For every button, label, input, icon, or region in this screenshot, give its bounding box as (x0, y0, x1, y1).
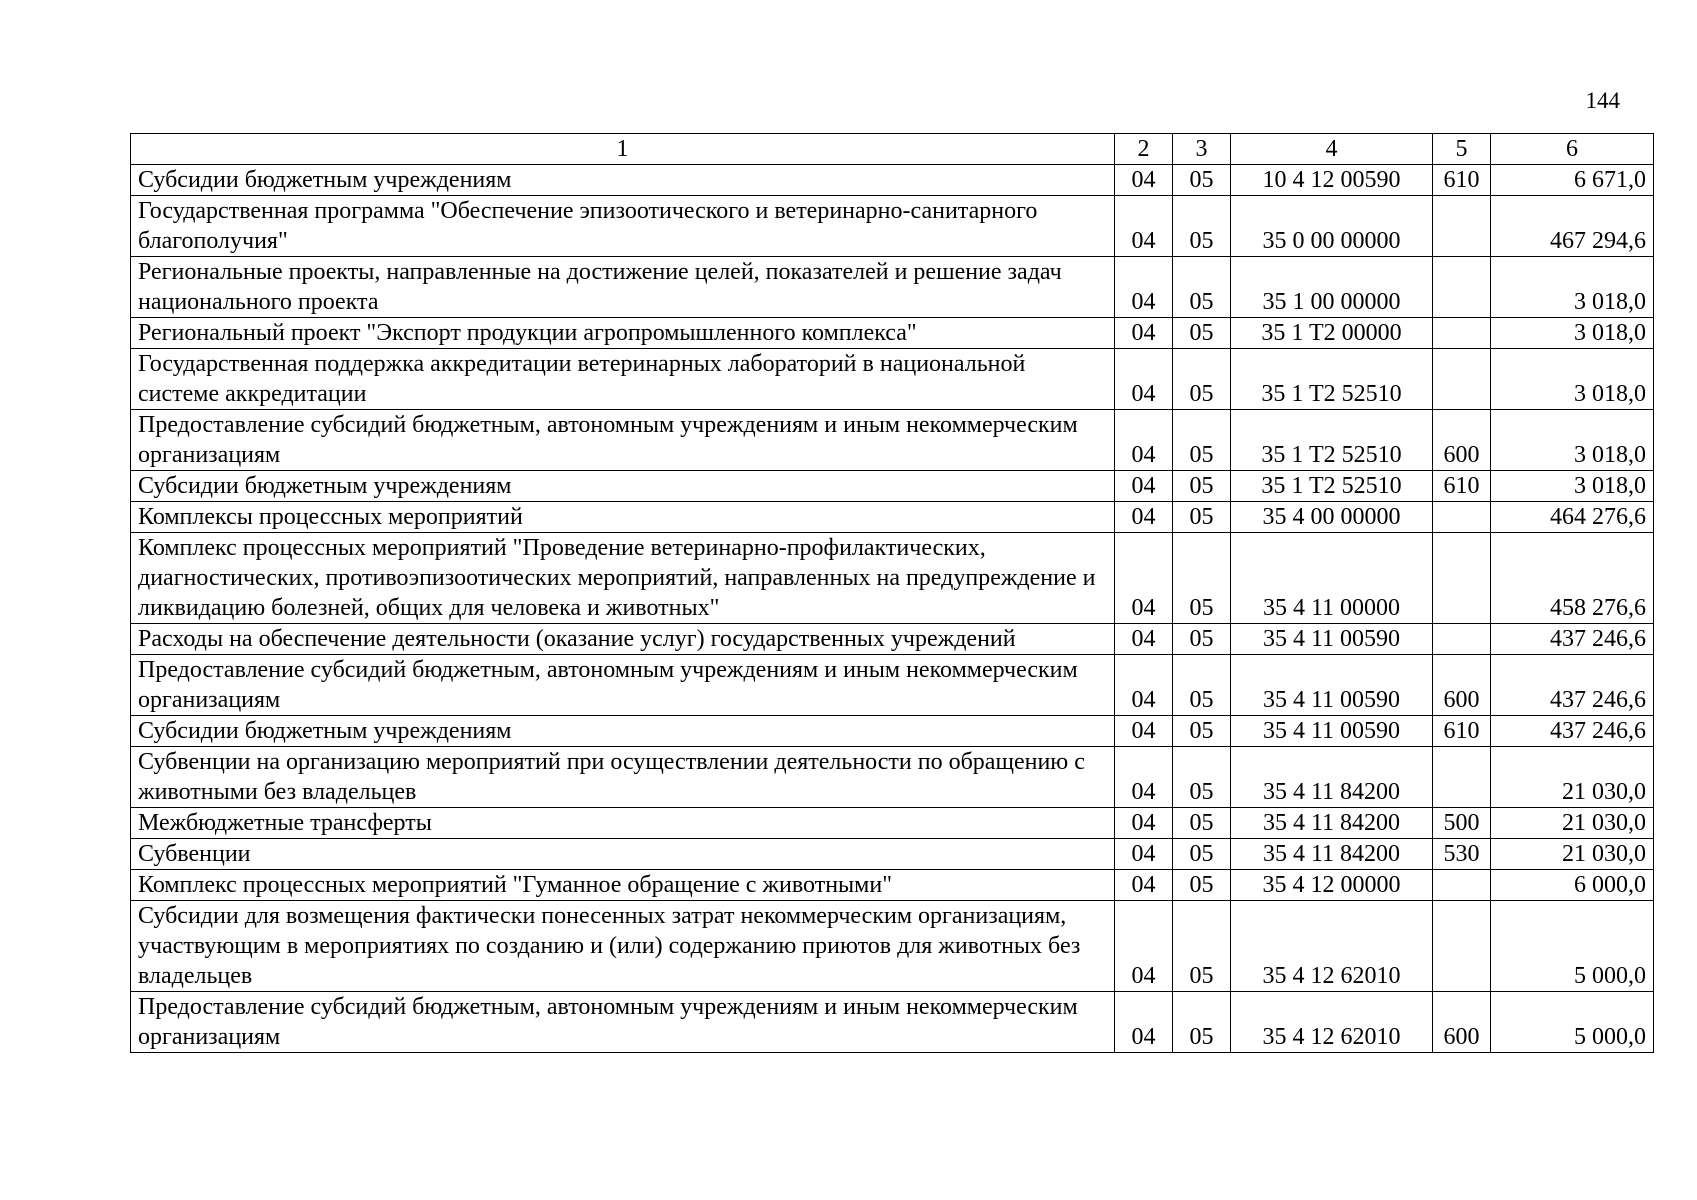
section-code-cell: 04 (1115, 165, 1173, 196)
amount-cell: 458 276,6 (1491, 533, 1654, 624)
expense-name-cell: Субсидии бюджетным учреждениям (131, 716, 1115, 747)
target-article-cell: 35 4 11 00590 (1231, 716, 1433, 747)
amount-cell: 3 018,0 (1491, 471, 1654, 502)
table-row (131, 533, 1654, 624)
expense-type-cell (1433, 533, 1491, 624)
target-article-cell: 35 4 12 62010 (1231, 992, 1433, 1053)
subsection-code-cell: 05 (1173, 349, 1231, 410)
amount-cell: 3 018,0 (1491, 349, 1654, 410)
section-code-cell: 04 (1115, 624, 1173, 655)
section-code-cell: 04 (1115, 533, 1173, 624)
expense-name-cell: Расходы на обеспечение деятельности (оказание услуг) государственных учреждений (131, 624, 1115, 655)
table-row (131, 655, 1654, 716)
subsection-code-cell: 05 (1173, 502, 1231, 533)
section-code-cell: 04 (1115, 655, 1173, 716)
target-article-cell: 35 1 T2 00000 (1231, 318, 1433, 349)
budget-table (130, 133, 1654, 1053)
header-col-3: 3 (1173, 134, 1231, 165)
subsection-code-cell: 05 (1173, 839, 1231, 870)
page-number: 144 (1585, 88, 1620, 113)
amount-cell: 467 294,6 (1491, 196, 1654, 257)
header-col-5: 5 (1433, 134, 1491, 165)
table-row (131, 165, 1654, 196)
amount-cell: 6 000,0 (1491, 870, 1654, 901)
expense-name-cell: Субсидии для возмещения фактически понесенных затрат некоммерческим организациям, участвующим в мероприятиях по созданию и (или) содержанию приютов для животных без владельцев (131, 901, 1115, 992)
target-article-cell: 35 4 11 84200 (1231, 747, 1433, 808)
expense-type-cell: 600 (1433, 410, 1491, 471)
section-code-cell: 04 (1115, 716, 1173, 747)
amount-cell: 6 671,0 (1491, 165, 1654, 196)
expense-name-cell: Предоставление субсидий бюджетным, автономным учреждениям и иным некоммерческим организациям (131, 992, 1115, 1053)
section-code-cell: 04 (1115, 870, 1173, 901)
expense-name-cell: Комплекс процессных мероприятий "Проведение ветеринарно-профилактических, диагностических, противоэпизоотических мероприятий, направленных на предупреждение и ликвидацию болезней, общих для человека и животных" (131, 533, 1115, 624)
expense-name-cell: Межбюджетные трансферты (131, 808, 1115, 839)
target-article-cell: 35 4 00 00000 (1231, 502, 1433, 533)
expense-type-cell (1433, 502, 1491, 533)
expense-name-cell: Субвенции (131, 839, 1115, 870)
section-code-cell: 04 (1115, 502, 1173, 533)
section-code-cell: 04 (1115, 410, 1173, 471)
table-row (131, 839, 1654, 870)
expense-name-cell: Предоставление субсидий бюджетным, автономным учреждениям и иным некоммерческим организациям (131, 410, 1115, 471)
table-row (131, 318, 1654, 349)
expense-type-cell (1433, 870, 1491, 901)
target-article-cell: 35 0 00 00000 (1231, 196, 1433, 257)
expense-name-cell: Региональный проект "Экспорт продукции агропромышленного комплекса" (131, 318, 1115, 349)
header-col-6: 6 (1491, 134, 1654, 165)
table-row (131, 196, 1654, 257)
subsection-code-cell: 05 (1173, 533, 1231, 624)
amount-cell: 21 030,0 (1491, 747, 1654, 808)
amount-cell: 437 246,6 (1491, 655, 1654, 716)
table-row (131, 808, 1654, 839)
expense-type-cell (1433, 747, 1491, 808)
section-code-cell: 04 (1115, 349, 1173, 410)
expense-name-cell: Предоставление субсидий бюджетным, автономным учреждениям и иным некоммерческим организациям (131, 655, 1115, 716)
section-code-cell: 04 (1115, 808, 1173, 839)
expense-type-cell (1433, 349, 1491, 410)
expense-type-cell (1433, 257, 1491, 318)
expense-type-cell: 530 (1433, 839, 1491, 870)
expense-name-cell: Субвенции на организацию мероприятий при осуществлении деятельности по обращению с животными без владельцев (131, 747, 1115, 808)
target-article-cell: 35 1 00 00000 (1231, 257, 1433, 318)
expense-type-cell: 600 (1433, 992, 1491, 1053)
amount-cell: 464 276,6 (1491, 502, 1654, 533)
amount-cell: 3 018,0 (1491, 257, 1654, 318)
section-code-cell: 04 (1115, 992, 1173, 1053)
target-article-cell: 35 4 11 00000 (1231, 533, 1433, 624)
table-row (131, 716, 1654, 747)
target-article-cell: 35 1 T2 52510 (1231, 410, 1433, 471)
subsection-code-cell: 05 (1173, 471, 1231, 502)
target-article-cell: 35 4 11 84200 (1231, 808, 1433, 839)
target-article-cell: 35 1 T2 52510 (1231, 471, 1433, 502)
section-code-cell: 04 (1115, 471, 1173, 502)
target-article-cell: 35 4 11 00590 (1231, 655, 1433, 716)
expense-type-cell (1433, 318, 1491, 349)
header-col-1: 1 (131, 134, 1115, 165)
expense-type-cell: 610 (1433, 471, 1491, 502)
section-code-cell: 04 (1115, 196, 1173, 257)
amount-cell: 21 030,0 (1491, 839, 1654, 870)
expense-type-cell (1433, 196, 1491, 257)
subsection-code-cell: 05 (1173, 318, 1231, 349)
target-article-cell: 35 4 11 00590 (1231, 624, 1433, 655)
subsection-code-cell: 05 (1173, 716, 1231, 747)
target-article-cell: 35 4 12 00000 (1231, 870, 1433, 901)
subsection-code-cell: 05 (1173, 747, 1231, 808)
table-row (131, 901, 1654, 992)
header-col-2: 2 (1115, 134, 1173, 165)
expense-name-cell: Региональные проекты, направленные на достижение целей, показателей и решение задач национального проекта (131, 257, 1115, 318)
table-row (131, 747, 1654, 808)
expense-name-cell: Субсидии бюджетным учреждениям (131, 471, 1115, 502)
subsection-code-cell: 05 (1173, 808, 1231, 839)
target-article-cell: 35 4 12 62010 (1231, 901, 1433, 992)
table-row (131, 502, 1654, 533)
table-row (131, 349, 1654, 410)
amount-cell: 437 246,6 (1491, 624, 1654, 655)
section-code-cell: 04 (1115, 257, 1173, 318)
expense-name-cell: Комплексы процессных мероприятий (131, 502, 1115, 533)
section-code-cell: 04 (1115, 318, 1173, 349)
table-row (131, 471, 1654, 502)
expense-type-cell: 600 (1433, 655, 1491, 716)
subsection-code-cell: 05 (1173, 870, 1231, 901)
header-col-4: 4 (1231, 134, 1433, 165)
table-row (131, 870, 1654, 901)
expense-name-cell: Государственная поддержка аккредитации ветеринарных лабораторий в национальной системе аккредитации (131, 349, 1115, 410)
subsection-code-cell: 05 (1173, 655, 1231, 716)
expense-type-cell: 610 (1433, 165, 1491, 196)
section-code-cell: 04 (1115, 901, 1173, 992)
amount-cell: 5 000,0 (1491, 992, 1654, 1053)
target-article-cell: 10 4 12 00590 (1231, 165, 1433, 196)
target-article-cell: 35 1 T2 52510 (1231, 349, 1433, 410)
expense-name-cell: Субсидии бюджетным учреждениям (131, 165, 1115, 196)
section-code-cell: 04 (1115, 747, 1173, 808)
expense-type-cell (1433, 624, 1491, 655)
table-header-row (131, 134, 1654, 165)
subsection-code-cell: 05 (1173, 410, 1231, 471)
expense-type-cell: 500 (1433, 808, 1491, 839)
subsection-code-cell: 05 (1173, 901, 1231, 992)
subsection-code-cell: 05 (1173, 624, 1231, 655)
section-code-cell: 04 (1115, 839, 1173, 870)
expense-type-cell: 610 (1433, 716, 1491, 747)
amount-cell: 3 018,0 (1491, 318, 1654, 349)
table-row (131, 992, 1654, 1053)
expense-type-cell (1433, 901, 1491, 992)
table-body (131, 165, 1654, 1053)
target-article-cell: 35 4 11 84200 (1231, 839, 1433, 870)
subsection-code-cell: 05 (1173, 992, 1231, 1053)
expense-name-cell: Государственная программа "Обеспечение эпизоотического и ветеринарно-санитарного благополучия" (131, 196, 1115, 257)
amount-cell: 5 000,0 (1491, 901, 1654, 992)
amount-cell: 3 018,0 (1491, 410, 1654, 471)
subsection-code-cell: 05 (1173, 165, 1231, 196)
table-row (131, 257, 1654, 318)
table-row (131, 624, 1654, 655)
subsection-code-cell: 05 (1173, 257, 1231, 318)
subsection-code-cell: 05 (1173, 196, 1231, 257)
expense-name-cell: Комплекс процессных мероприятий "Гуманное обращение с животными" (131, 870, 1115, 901)
table-row (131, 410, 1654, 471)
amount-cell: 21 030,0 (1491, 808, 1654, 839)
amount-cell: 437 246,6 (1491, 716, 1654, 747)
